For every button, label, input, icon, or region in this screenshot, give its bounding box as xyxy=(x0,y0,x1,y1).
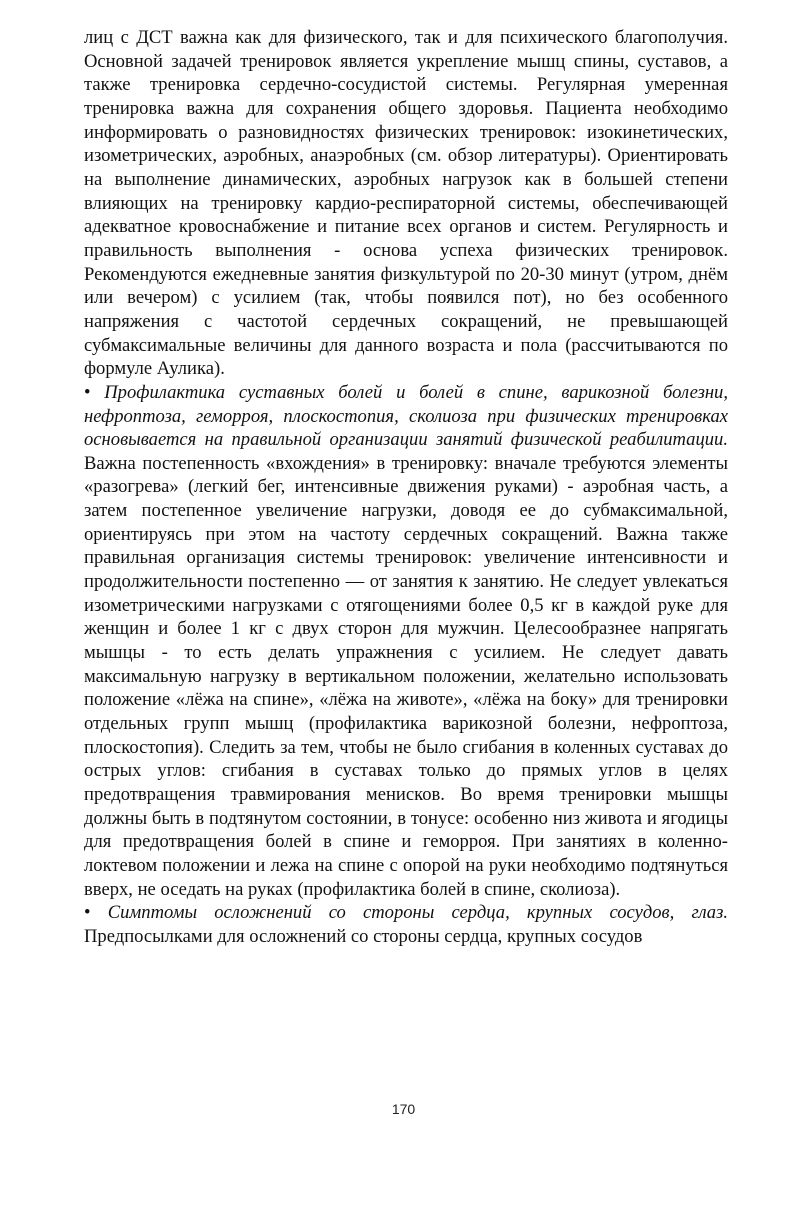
bullet-lead-italic: Симптомы осложнений со стороны сердца, крупных сосудов, глаз. xyxy=(107,902,728,924)
bullet-complication-symptoms xyxy=(84,901,728,948)
paragraph-training-basics: лиц с ДСТ важна как для физического, так и для психического благополучия. Основной задачей тренировок является укрепление мышц спины, суставов, а также тренировка сердечно-сосудистой системы. Регулярная умеренная тренировка важна для сохранения общего здоровья. Пациента необходимо информировать о разновидностях физических тренировок: изокинетических, изометрических, аэробных, анаэробных (см. обзор литературы). Ориентировать на выполнение динамических, аэробных нагрузок как в большей степени влияющих на тренировку кардио-респираторной системы, обеспечивающей адекватное кровоснабжение и питание всех органов и систем. Регулярность и правильность выполнения - основа успеха физических тренировок. Рекомендуются ежедневные занятия физкультурой по 20-30 минут (утром, днём или вечером) с усилием (так, чтобы появился пот), но без особенного напряжения с частотой сердечных сокращений, не превышающей субмаксимальные величины для данного возраста и пола (рассчитываются по формуле Аулика). xyxy=(84,27,728,380)
bullet-joint-pain-prevention xyxy=(84,381,728,901)
bullet-body: Важна постепенность «вхождения» в тренировку: вначале требуются элементы «разогрева» (легкий бег, интенсивные движения руками) - аэробная часть, а затем постепенное увеличение нагрузки, доводя ее до субмаксимальной, ориентируясь при этом на частоту сердечных сокращений. Важна также правильная организация системы тренировок: увеличение интенсивности и продолжительности постепенно — от занятия к занятию. Не следует увлекаться изометрическими нагрузками с отягощениями более 0,5 кг в каждой руке для женщин и более 1 кг с двух сторон для мужчин. Целесообразнее напрягать мышцы - то есть делать упражнения с усилием. Не следует давать максимальную нагрузку в вертикальном положении, желательно использовать положение «лёжа на спине», «лёжа на животе», «лёжа на боку» для тренировки отдельных групп мышц (профилактика варикозной болезни, нефроптоза, плоскостопия). Следить за тем, чтобы не было сгибания в коленных суставах до острых углов: сгибания в суставах только до прямых углов в целях предотвращения травмирования менисков. Во время тренировки мышцы должны быть в подтянутом состоянии, в тонусе: особенно низ живота и ягодицы для предотвращения болей в спине и геморроя. При занятиях в коленно-локтевом положении и лежа на спине с опорой на руки необходимо подтянуться вверх, не оседать на руках (профилактика болей в спине, сколиоза). xyxy=(84,452,728,900)
bullet-body: Предпосылками для осложнений со стороны сердца, крупных сосудов xyxy=(84,925,643,947)
bullet-lead-italic: Профилактика суставных болей и болей в спине, варикозной болезни, нефроптоза, геморроя, плоскостопия, сколиоза при физических тренировках основывается на правильной организации занятий физической реабилитации. xyxy=(84,381,728,451)
bullet-marker: • xyxy=(84,902,91,924)
page-number: 170 xyxy=(391,1101,416,1117)
document-page xyxy=(84,26,728,949)
bullet-marker: • xyxy=(84,381,91,403)
